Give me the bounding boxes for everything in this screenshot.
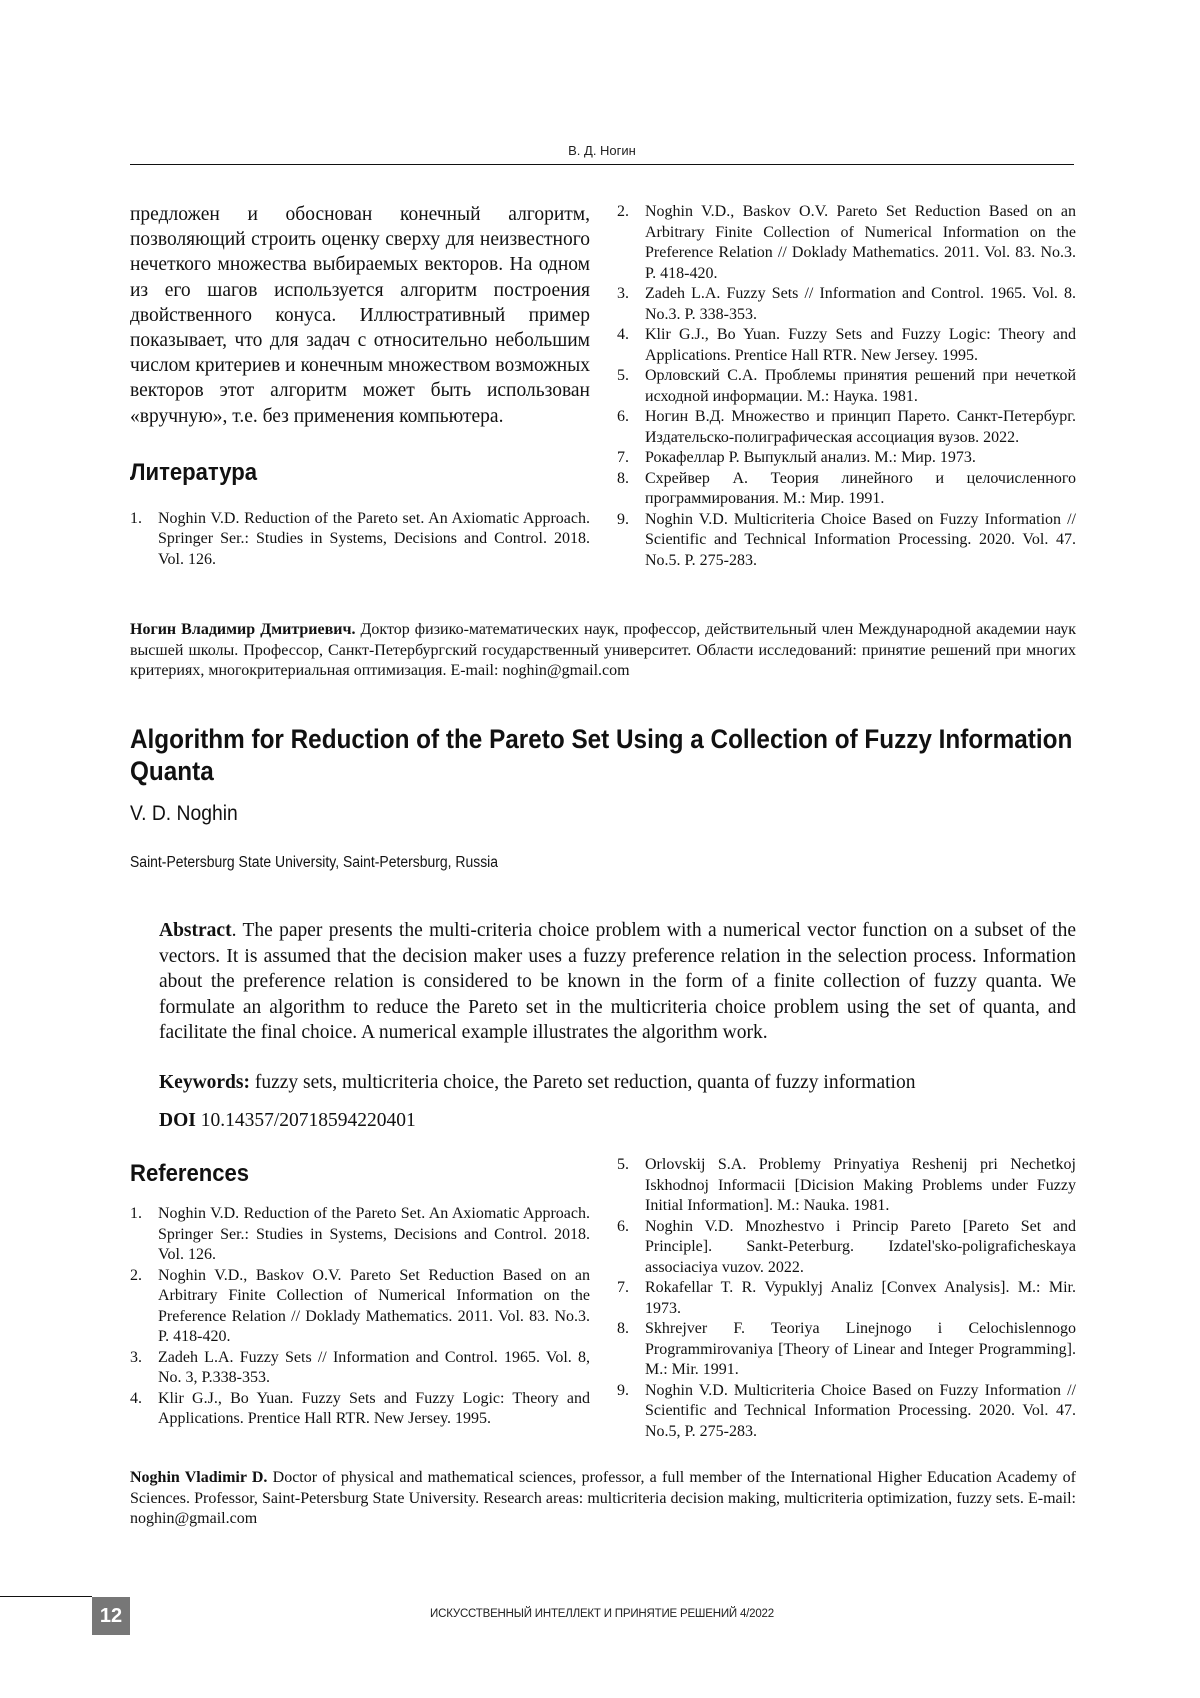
ru-reference-item — [617, 325, 1076, 366]
en-reference-item — [130, 1348, 590, 1389]
en-reference-item — [130, 1389, 590, 1430]
en-author-bio-text: Doctor of physical and mathematical sciences, professor, a full member of the International Higher Education Academy of Sciences. Professor, Saint-Petersburg State University. Research areas: multicriteria decision making, multicriteria optimization, fuzzy sets. E-mail: noghin@gmail.com — [130, 1469, 1076, 1527]
reference-text: Noghin V.D. Mnozhestvo i Princip Pareto [Pareto Set and Principle]. Sankt-Peterburg. Izdatel'sko-poligraficheskaya associaciya vuzov. 2022. — [645, 1217, 1076, 1276]
page-number: 12 — [92, 1597, 130, 1635]
ru-right-column — [617, 202, 1076, 571]
ru-reference-item — [617, 510, 1076, 572]
reference-number: 6. — [617, 1217, 629, 1235]
abstract-label: Abstract — [159, 920, 232, 941]
reference-text: Skhrejver F. Teoriya Linejnogo i Celochislennogo Programmirovaniya [Theory of Linear and Integer Programming]. M.: Mir. 1991. — [645, 1320, 1076, 1378]
english-author: V. D. Noghin — [130, 802, 238, 825]
english-affiliation: Saint-Petersburg State University, Saint-Petersburg, Russia — [130, 854, 499, 871]
reference-text: Ногин В.Д. Множество и принцип Парето. Санкт-Петербург. Издательско-полиграфическая ассоциация вузов. 2022. — [645, 408, 1076, 446]
en-left-column — [130, 1160, 590, 1430]
reference-number: 3. — [130, 1348, 142, 1366]
journal-footer: ИСКУССТВЕННЫЙ ИНТЕЛЛЕКТ И ПРИНЯТИЕ РЕШЕНИЙ 4/2022 — [430, 1608, 774, 1620]
running-head: В. Д. Ногин — [568, 143, 636, 158]
doi-label: DOI — [159, 1110, 196, 1131]
ru-reference-item — [617, 469, 1076, 510]
doi-text: 10.14357/20718594220401 — [195, 1110, 416, 1131]
keywords-label: Keywords: — [159, 1072, 250, 1093]
reference-number: 1. — [130, 509, 142, 527]
reference-text: Noghin V.D. Reduction of the Pareto Set. An Axiomatic Approach. Springer Ser.: Studies in Systems, Decisions and Control. 2018. Vol. 126. — [158, 1205, 590, 1263]
en-reference-item — [617, 1381, 1076, 1443]
ru-left-column — [130, 202, 590, 570]
reference-text: Орловский С.А. Проблемы принятия решений при нечеткой исходной информации. М.: Наука. 1981. — [645, 367, 1076, 405]
reference-number: 5. — [617, 1156, 629, 1173]
reference-number: 8. — [617, 1320, 629, 1337]
reference-text: Схрейвер А. Теория линейного и целочисленного программирования. М.: Мир. 1991. — [645, 469, 1076, 507]
abstract — [159, 918, 1076, 1046]
en-reference-item — [130, 1204, 590, 1266]
en-reference-item — [130, 1266, 590, 1348]
en-author-bio — [130, 1468, 1076, 1530]
reference-text: Zadeh L.A. Fuzzy Sets // Information and Control. 1965. Vol. 8. No.3. P. 338-353. — [645, 285, 1076, 323]
ru-reference-item — [617, 448, 1076, 469]
ru-references-list-right — [617, 202, 1076, 571]
reference-text: Klir G.J., Bo Yuan. Fuzzy Sets and Fuzzy Logic: Theory and Applications. Prentice Hall RTR. New Jersey. 1995. — [158, 1389, 590, 1427]
reference-number: 9. — [617, 510, 629, 528]
reference-text: Рокафеллар Р. Выпуклый анализ. М.: Мир. 1973. — [645, 449, 976, 466]
ru-author-bio — [130, 620, 1076, 682]
keywords — [159, 1070, 1076, 1096]
ru-references-list-left — [130, 509, 590, 571]
reference-text: Noghin V.D. Multicriteria Choice Based on Fuzzy Information // Scientific and Technical Information Processing. 2020. Vol. 47. No.5. P. 275-283. — [645, 510, 1076, 569]
en-right-column — [617, 1155, 1076, 1442]
en-reference-item — [617, 1319, 1076, 1381]
reference-number: 5. — [617, 367, 629, 384]
reference-number: 7. — [617, 449, 629, 466]
ru-author-bio-text: Доктор физико-математических наук, профессор, действительный член Международной академии наук высшей школы. Профессор, Санкт-Петербургский государственный университет. Области исследований: принятие решений при многих критериях, многокритериальная оптимизация. E-mail: noghin@gmail.com — [130, 621, 1076, 679]
header-divider — [130, 164, 1074, 165]
ru-reference-item — [617, 407, 1076, 448]
reference-number: 8. — [617, 469, 629, 487]
ru-author-name: Ногин Владимир Дмитриевич. — [130, 621, 356, 638]
reference-number: 6. — [617, 408, 629, 425]
footer-divider — [0, 1596, 92, 1597]
reference-text: Orlovskij S.A. Problemy Prinyatiya Reshenij pri Nechetkoj Iskhodnoj Informacii [Dicision Making Problems under Fuzzy Initial Information]. M.: Nauka. 1981. — [645, 1156, 1076, 1214]
reference-number: 1. — [130, 1205, 142, 1222]
reference-number: 2. — [130, 1266, 142, 1284]
en-references-heading: References — [130, 1160, 250, 1187]
reference-number: 2. — [617, 203, 629, 220]
ru-reference-item — [130, 509, 590, 571]
reference-text: Noghin V.D. Reduction of the Pareto set. An Axiomatic Approach. Springer Ser.: Studies in Systems, Decisions and Control. 2018. Vol. 126. — [158, 509, 590, 568]
reference-number: 4. — [617, 326, 629, 343]
en-references-list-left — [130, 1204, 590, 1430]
ru-reference-item — [617, 366, 1076, 407]
en-author-name: Noghin Vladimir D. — [130, 1469, 268, 1486]
en-reference-item — [617, 1155, 1076, 1217]
reference-number: 9. — [617, 1381, 629, 1399]
reference-text: Rokafellar T. R. Vypuklyj Analiz [Convex Analysis]. M.: Mir. 1973. — [645, 1279, 1076, 1317]
reference-text: Klir G.J., Bo Yuan. Fuzzy Sets and Fuzzy Logic: Theory and Applications. Prentice Hall RTR. New Jersey. 1995. — [645, 326, 1076, 364]
abstract-text: . The paper presents the multi-criteria choice problem with a numerical vector function on a subset of the vectors. It is assumed that the decision maker uses a fuzzy preference relation in the selection process. Information about the preference relation is considered to be known in the form of a finite collection of fuzzy quanta. We formulate an algorithm to reduce the Pareto set in the multicriteria choice problem using the set of quanta, and facilitate the final choice. A numerical example illustrates the algorithm work. — [159, 920, 1076, 1043]
reference-number: 3. — [617, 285, 629, 302]
reference-text: Noghin V.D., Baskov O.V. Pareto Set Reduction Based on an Arbitrary Finite Collection of Numerical Information on the Preference Relation // Doklady Mathematics. 2011. Vol. 83. No.3. P. 418-420. — [645, 203, 1076, 282]
reference-number: 7. — [617, 1279, 629, 1296]
en-reference-item — [617, 1278, 1076, 1319]
ru-body-paragraph: предложен и обоснован конечный алгоритм, позволяющий строить оценку сверху для неизвестного нечеткого множества выбираемых векторов. На одном из его шагов используется алгоритм построения двойственного конуса. Иллюстративный пример показывает, что для задач с относительно небольшим числом критериев и конечным множеством возможных векторов этот алгоритм может быть использован «вручную», т.е. без применения компьютера. — [130, 204, 590, 427]
en-references-list-right — [617, 1155, 1076, 1442]
ru-reference-item — [617, 202, 1076, 284]
reference-number: 4. — [130, 1389, 142, 1407]
reference-text: Noghin V.D. Multicriteria Choice Based on Fuzzy Information // Scientific and Technical Information Processing. 2020. Vol. 47. No.5, P. 275-283. — [645, 1381, 1076, 1440]
ru-reference-item — [617, 284, 1076, 325]
en-reference-item — [617, 1217, 1076, 1279]
english-title: Algorithm for Reduction of the Pareto Set Using a Collection of Fuzzy Information Quanta — [130, 724, 1073, 786]
keywords-text: fuzzy sets, multicriteria choice, the Pareto set reduction, quanta of fuzzy information — [250, 1072, 916, 1093]
reference-text: Noghin V.D., Baskov O.V. Pareto Set Reduction Based on an Arbitrary Finite Collection of Numerical Information on the Preference Relation // Doklady Mathematics. 2011. Vol. 83. No.3. P. 418-420. — [158, 1266, 590, 1345]
ru-references-heading: Литература — [130, 458, 258, 486]
doi — [159, 1108, 416, 1134]
reference-text: Zadeh L.A. Fuzzy Sets // Information and Control. 1965. Vol. 8, No. 3, P.338-353. — [158, 1348, 590, 1386]
